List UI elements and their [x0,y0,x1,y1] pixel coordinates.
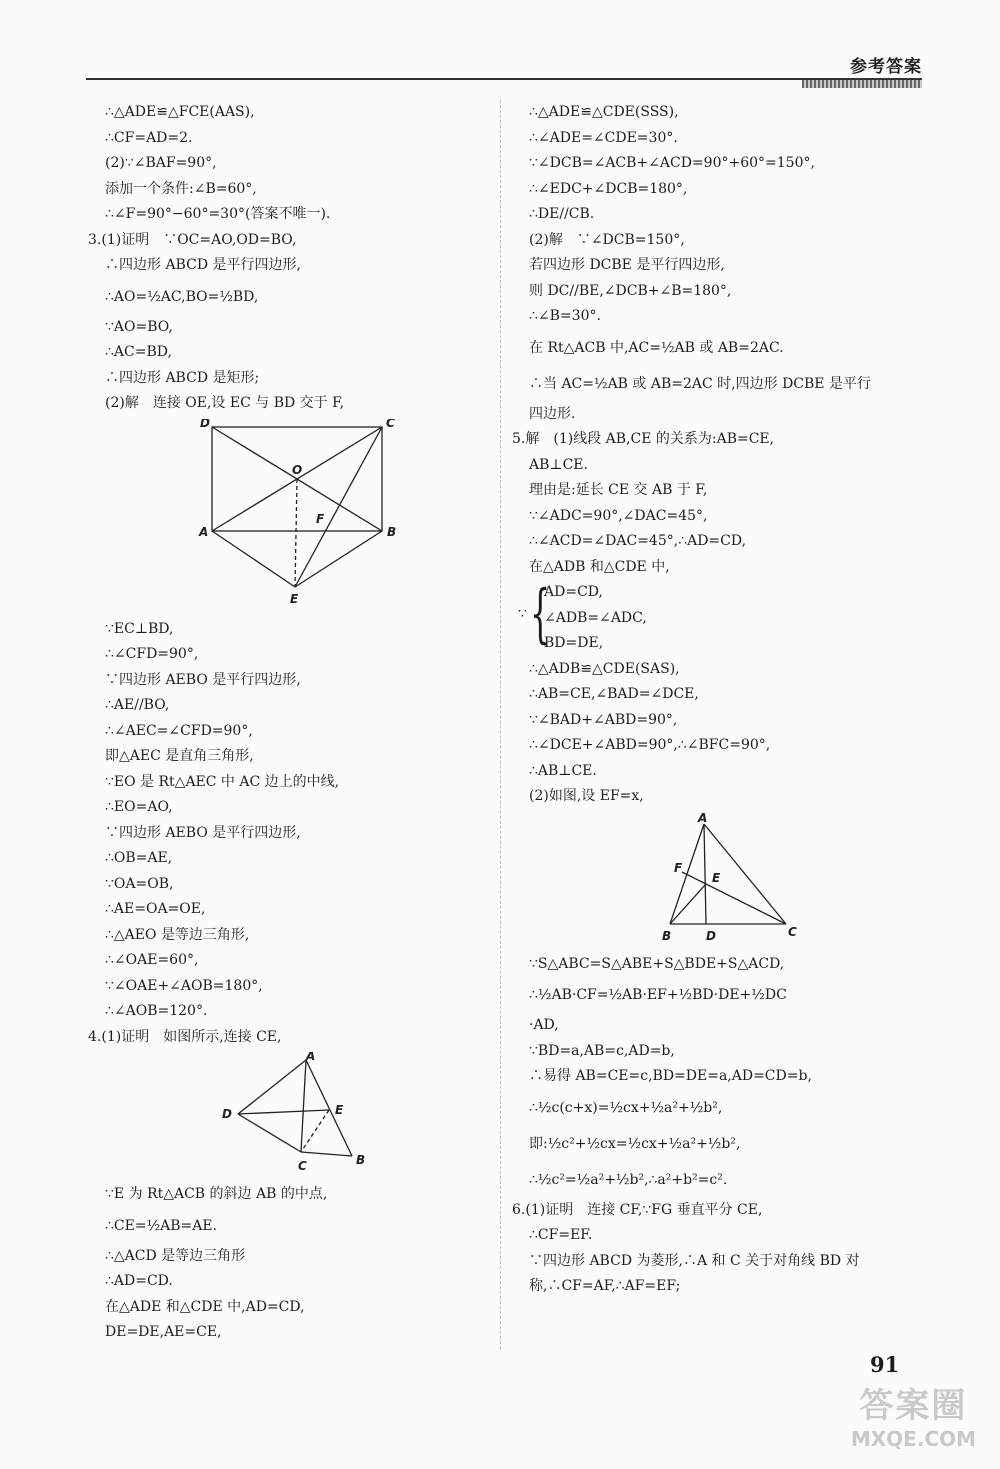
text-line: 若四边形 DCBE 是平行四边形, [529,257,725,273]
text-line: ∴∠B=30°. [529,308,601,324]
text-line: ∴½c(c+x)=½cx+½a²+½b², [529,1099,723,1116]
text-line: 添加一个条件:∠B=60°, [105,180,257,197]
text-line: ∴AE//BO, [105,697,170,713]
figure-label: A [306,1052,316,1063]
text-line: ∴OB=AE, [105,850,173,866]
text-line: ∴△ACD 是等边三角形 [105,1247,246,1264]
text-line: ∴AD=CD. [105,1273,173,1289]
text-line: AD=CD, [544,584,603,600]
page-number: 91 [870,1352,900,1377]
figure-label: E [335,1103,344,1117]
text-line: 6.(1)证明 连接 CF,∵FG 垂直平分 CE, [512,1201,763,1218]
figure-label: C [788,924,797,939]
text-line: ∵EC⊥BD, [105,620,174,637]
figure-label: F [316,511,325,526]
text-line: ∵BD=a,AB=c,AD=b, [529,1042,675,1059]
text-line: ∴AB⊥CE. [529,762,597,779]
text-line: ∴CE=½AB=AE. [105,1217,218,1234]
text-line: ∵EO 是 Rt△AEC 中 AC 边上的中线, [105,773,340,790]
figure-label: C [298,1159,307,1173]
triangle-figure-b [512,812,932,950]
figure-label: E [290,591,299,606]
figure-label: D [200,418,210,430]
text-line: 四边形. [529,405,576,422]
header-title: 参考答案 [850,57,922,77]
text-line: ∴∠ACD=∠DAC=45°,∴AD=CD, [529,533,747,549]
rectangle-figure [88,419,488,615]
text-line: ∴EO=AO, [105,799,173,815]
because-symbol: ∵ [518,606,527,622]
text-line: ∴当 AC=½AB 或 AB=2AC 时,四边形 DCBE 是平行 [529,375,871,392]
text-line: 理由是:延长 CE 交 AB 于 F, [529,482,708,498]
text-line: ∵S△ABC=S△ABE+S△BDE+S△ACD, [529,955,785,972]
text-line: ∴½AB·CF=½AB·EF+½BD·DE+½DC [529,987,787,1003]
text-line: ∵∠ADC=90°,∠DAC=45°, [529,507,708,524]
text-line: ∠ADB=∠ADC, [544,609,647,626]
text-line: DE=DE,AE=CE, [105,1324,222,1340]
text-line: ∴AO=½AC,BO=½BD, [105,288,259,305]
left-column [88,100,488,1346]
figure-label: D [706,928,716,943]
text-line: ∴∠F=90°−60°=30°(答案不唯一). [105,206,331,222]
triangle-figure-a [88,1052,488,1180]
header-band [802,80,922,88]
watermark [851,1378,976,1451]
text-line: ∴△ADE≌△CDE(SSS), [529,104,679,120]
text-line: ∴AE=OA=OE, [105,901,206,917]
text-line: (2)解 连接 OE,设 EC 与 BD 交于 F, [105,395,345,411]
text-line: 4.(1)证明 如图所示,连接 CE, [88,1028,282,1045]
text-line: ∵四边形 AEBO 是平行四边形, [105,824,301,841]
text-line: ∴AB=CE,∠BAD=∠DCE, [529,686,699,702]
text-line: ∴∠OAE=60°, [105,952,199,968]
text-line: ∴∠AEC=∠CFD=90°, [105,722,253,739]
text-line: (2)如图,设 EF=x, [529,788,644,804]
text-line: ∴四边形 ABCD 是平行四边形, [105,257,301,273]
figure-label: B [356,1153,366,1167]
header-rule [86,78,922,80]
text-line: ·AD, [529,1017,559,1033]
text-line: 即:½c²+½cx=½cx+½a²+½b², [529,1135,741,1152]
text-line: (2)解 ∵∠DCB=150°, [529,231,685,248]
text-line: 在△ADE 和△CDE 中,AD=CD, [105,1298,305,1315]
text-line: ∴△ADE≌△FCE(AAS), [105,104,255,120]
text-line: 3.(1)证明 ∵OC=AO,OD=BO, [88,231,297,248]
figure-label: O [292,462,303,477]
figure-label: E [712,870,721,885]
column-divider [500,100,501,1349]
text-line: ∵四边形 ABCD 为菱形,∴A 和 C 关于对角线 BD 对 [529,1252,860,1269]
text-line: ∴易得 AB=CE=c,BD=DE=a,AD=CD=b, [529,1068,812,1084]
text-line: ∵AO=BO, [105,318,173,335]
figure-label: B [662,928,672,943]
figure-label: A [199,524,209,539]
text-line: ∴∠AOB=120°. [105,1003,208,1019]
text-line: ∴DE//CB. [529,206,595,222]
text-line: ∴∠EDC+∠DCB=180°, [529,180,688,197]
text-line: 则 DC//BE,∠DCB+∠B=180°, [529,282,732,299]
text-line: ∴∠DCE+∠ABD=90°,∴∠BFC=90°, [529,737,771,753]
text-line: 5.解 (1)线段 AB,CE 的关系为:AB=CE, [512,431,775,447]
text-line: 即△AEC 是直角三角形, [105,748,254,764]
figure-label: C [386,418,395,430]
text-line: AB⊥CE. [529,456,588,473]
figure-label: B [387,524,397,539]
brace-symbol: { [530,577,551,651]
figure-label: F [674,860,683,875]
text-line: BD=DE, [544,635,604,651]
text-line: ∴△ADB≌△CDE(SAS), [529,660,680,677]
text-line: (2)∵∠BAF=90°, [105,155,217,171]
text-line: ∵∠BAD+∠ABD=90°, [529,711,678,728]
text-line: ∴△AEO 是等边三角形, [105,926,250,943]
right-column [512,100,932,1300]
text-line: ∵四边形 AEBO 是平行四边形, [105,671,301,688]
text-line: ∵∠DCB=∠ACB+∠ACD=90°+60°=150°, [529,155,815,171]
text-line: ∴AC=BD, [105,344,172,360]
text-line: ∵OA=OB, [105,875,174,892]
text-line: ∴CF=EF. [529,1227,593,1243]
text-line: ∵E 为 Rt△ACB 的斜边 AB 的中点, [105,1186,328,1202]
text-line: ∴∠CFD=90°, [105,646,199,662]
text-line: ∴四边形 ABCD 是矩形; [105,369,260,386]
watermark-line2: MXQE.COM [850,1427,976,1451]
watermark-line1: 答案圈 [859,1386,968,1426]
text-line: 在△ADB 和△CDE 中, [529,558,670,575]
text-line: ∴CF=AD=2. [105,129,193,146]
figure-label: A [698,811,708,825]
figure-label: D [222,1107,232,1121]
text-line: ∴½c²=½a²+½b²,∴a²+b²=c². [529,1171,728,1188]
text-line: 在 Rt△ACB 中,AC=½AB 或 AB=2AC. [529,339,784,356]
text-line: 称,∴CF=AF,∴AF=EF; [529,1278,681,1294]
text-line: ∴∠ADE=∠CDE=30°. [529,129,678,146]
condition-brace-group [512,577,932,657]
text-line: ∵∠OAE+∠AOB=180°, [105,977,263,994]
